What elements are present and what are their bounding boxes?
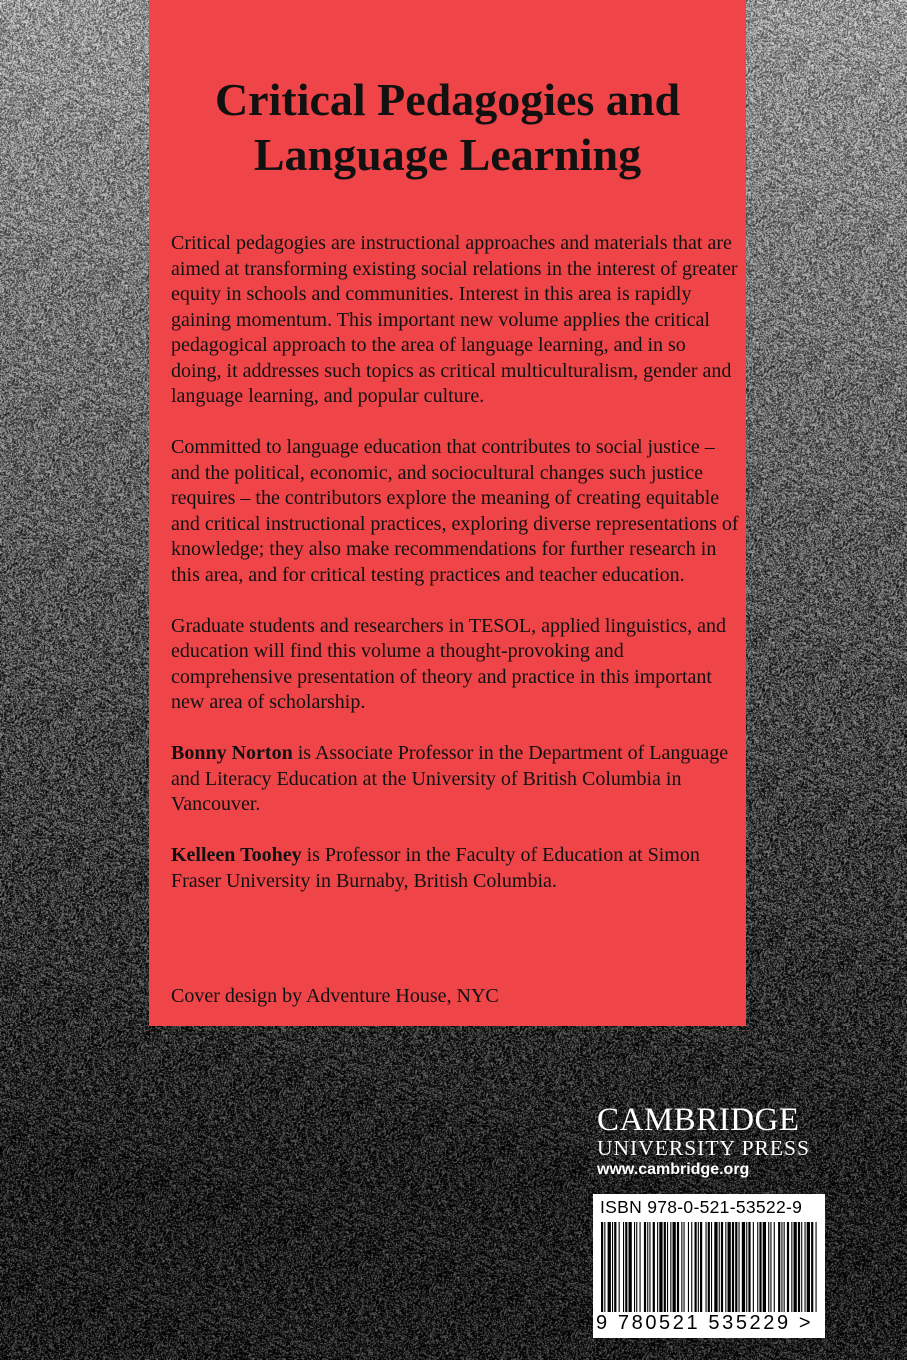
barcode-bar	[739, 1222, 740, 1312]
publisher-name: CAMBRIDGE	[597, 1102, 800, 1138]
barcode-label	[593, 1194, 825, 1338]
cover-credit: Cover design by Adventure House, NYC	[171, 985, 499, 1007]
barcode-bar	[781, 1222, 782, 1312]
barcode-bar	[640, 1222, 641, 1312]
author-bio-text-1: is Associate Professor in the Department of Language and Literacy Education at the University of British Columbia in Vancouver.	[171, 742, 729, 815]
barcode-bar	[748, 1222, 750, 1312]
barcode-bar	[636, 1222, 637, 1312]
barcode-bar	[791, 1222, 792, 1312]
barcode-bar	[659, 1222, 662, 1312]
barcode-bar	[787, 1222, 789, 1312]
barcode-bar	[794, 1222, 797, 1312]
barcode-bar	[742, 1222, 745, 1312]
barcode-bar	[746, 1222, 747, 1312]
barcode-bar	[681, 1222, 682, 1312]
barcode-bar	[798, 1222, 800, 1312]
red-text-panel	[149, 0, 746, 1026]
barcode-bar	[721, 1222, 723, 1312]
barcode-bar	[649, 1222, 650, 1312]
barcode-bar	[612, 1222, 613, 1312]
barcode-bar	[670, 1222, 671, 1312]
barcode-bar	[735, 1222, 737, 1312]
barcode-bar	[614, 1222, 616, 1312]
barcode-bar	[604, 1222, 605, 1312]
barcode-bar	[768, 1222, 769, 1312]
barcode-bar	[700, 1222, 702, 1312]
barcode-bar	[623, 1222, 624, 1312]
blurb	[171, 231, 741, 920]
barcode-bar	[608, 1222, 611, 1312]
author-name-1: Bonny Norton	[171, 742, 293, 764]
blurb-paragraph-2: Committed to language education that contributes to social justice – and the political, economic, and sociocultural changes such justice requires – the contributors explore the meaning of creating equitable and critical instructional practices, exploring diverse representations of knowledge; they also make recommendations for further research in this area, and for critical testing practices and teacher education.	[171, 436, 739, 586]
barcode-bar	[708, 1222, 710, 1312]
barcode-bar	[728, 1222, 731, 1312]
barcode-bar	[725, 1222, 726, 1312]
barcode-bar	[706, 1222, 707, 1312]
blurb-paragraph-3: Graduate students and researchers in TESOL, applied linguistics, and education will find this volume a thought-provoking and comprehensive presentation of theory and practice in this important new area of scholarship.	[171, 614, 727, 713]
publisher-logo	[597, 1104, 827, 1180]
barcode-bar	[684, 1222, 685, 1312]
author-name-2: Kelleen Toohey	[171, 844, 302, 866]
barcode-bar	[653, 1222, 655, 1312]
barcode-bar	[695, 1222, 697, 1312]
barcode-bar	[667, 1222, 668, 1312]
author-bio-2	[171, 843, 741, 894]
barcode-bar	[601, 1222, 603, 1312]
barcode-bar	[644, 1222, 646, 1312]
barcode-bar	[757, 1222, 758, 1312]
barcode-bar	[714, 1222, 717, 1312]
barcode-bars	[601, 1222, 817, 1312]
title-line-1: Critical Pedagogies and	[214, 74, 681, 125]
barcode-bar	[770, 1222, 771, 1312]
barcode-bar	[619, 1222, 620, 1312]
barcode-bar	[805, 1222, 806, 1312]
barcode-bar	[801, 1222, 802, 1312]
barcode-bar	[625, 1222, 627, 1312]
barcode-bar	[763, 1222, 766, 1312]
barcode-bar	[816, 1222, 817, 1312]
barcode-bar	[719, 1222, 720, 1312]
book-title	[149, 72, 746, 182]
barcode-bar	[647, 1222, 648, 1312]
barcode-bar	[811, 1222, 813, 1312]
author-bio-text-2: is Professor in the Faculty of Education at Simon Fraser University in Burnaby, British Columbia.	[171, 844, 700, 892]
barcode-bar	[688, 1222, 689, 1312]
barcode-bar	[774, 1222, 775, 1312]
blurb-paragraph-1: Critical pedagogies are instructional approaches and materials that are aimed at transforming existing social relations in the interest of greater equity in schools and communities. Interest in this area is rapidly gaining momentum. This important new volume applies the critical pedagogical approach to the area of language learning, and in so doing, it addresses such topics as critical multiculturalism, gender and language learning, and popular culture.	[171, 232, 738, 407]
isbn-text: ISBN 978-0-521-53522-9	[600, 1197, 803, 1217]
barcode-bar	[629, 1222, 632, 1312]
barcode-bar	[759, 1222, 761, 1312]
barcode-bar	[778, 1222, 780, 1312]
barcode-bar	[657, 1222, 658, 1312]
barcode-bar	[753, 1222, 754, 1312]
publisher-subname: UNIVERSITY PRESS	[597, 1136, 810, 1160]
barcode-bar	[807, 1222, 810, 1312]
barcode-bar	[664, 1222, 666, 1312]
title-line-2: Language Learning	[253, 129, 642, 180]
barcode-bar	[634, 1222, 635, 1312]
barcode-bar	[673, 1222, 676, 1312]
barcode-bar	[698, 1222, 699, 1312]
barcode-bar	[677, 1222, 679, 1312]
barcode-bar	[732, 1222, 734, 1312]
barcode-bar	[784, 1222, 785, 1312]
barcode-bar	[691, 1222, 692, 1312]
barcode-bar	[711, 1222, 712, 1312]
barcode-digits: 9 780521 535229 >	[596, 1312, 814, 1334]
publisher-url: www.cambridge.org	[597, 1161, 750, 1178]
author-bio-1	[171, 741, 741, 818]
